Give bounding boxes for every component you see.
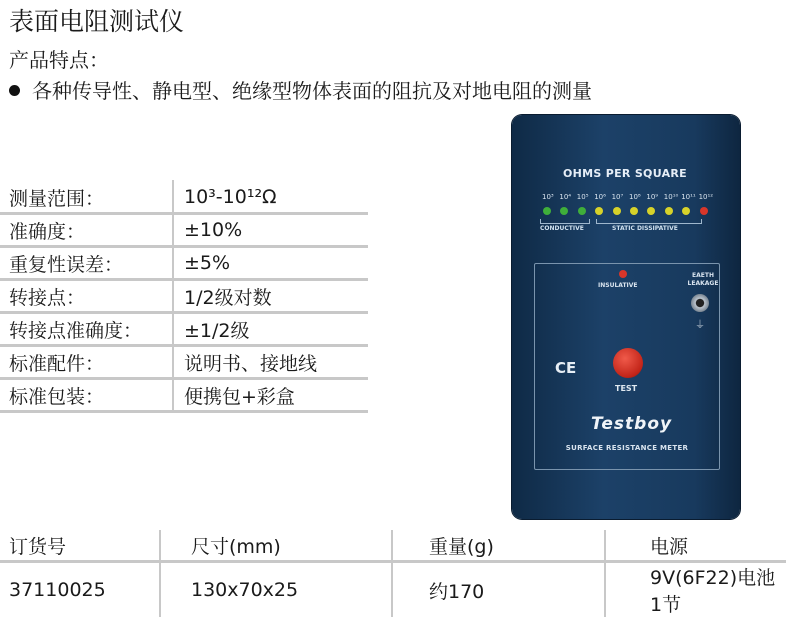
test-button xyxy=(613,348,643,378)
scale-led xyxy=(665,207,673,215)
scale-led xyxy=(682,207,690,215)
feature-item xyxy=(9,78,592,104)
spec-row xyxy=(0,280,368,313)
spec-key: 标准配件： xyxy=(0,346,173,379)
order-header-row xyxy=(0,530,786,562)
order-header: 重量(g) xyxy=(392,530,605,562)
feature-text: 各种传导性、静电型、绝缘型物体表面的阻抗及对地电阻的测量 xyxy=(32,79,592,103)
scale-led xyxy=(630,207,638,215)
spec-row xyxy=(0,180,368,214)
scale-label: 10⁴ xyxy=(559,193,571,201)
order-cell: 130x70x25 xyxy=(160,562,392,617)
spec-row xyxy=(0,379,368,412)
order-table xyxy=(0,530,786,617)
scale-label: 10¹² xyxy=(699,193,714,201)
spec-value: 10³-10¹²Ω xyxy=(173,180,368,214)
scale-label: 10⁸ xyxy=(629,193,641,201)
ground-icon: ⏚ xyxy=(695,316,705,331)
order-cell: 约170 xyxy=(392,562,605,617)
ground-jack xyxy=(691,294,709,312)
device-image xyxy=(512,115,740,519)
spec-value: ±1/2级 xyxy=(173,313,368,346)
scale-led xyxy=(700,207,708,215)
scale-led xyxy=(578,207,586,215)
scale-led xyxy=(647,207,655,215)
test-label: TEST xyxy=(615,384,637,393)
order-cell: 37110025 xyxy=(0,562,160,617)
scale-label: 10⁶ xyxy=(594,193,606,201)
conductive-bracket xyxy=(540,219,590,224)
scale-label: 10⁷ xyxy=(612,193,624,201)
scale-label: 10⁵ xyxy=(577,193,589,201)
spec-value: 说明书、接地线 xyxy=(173,346,368,379)
spec-key: 转接点： xyxy=(0,280,173,313)
spec-row xyxy=(0,247,368,280)
spec-row xyxy=(0,214,368,247)
order-header: 尺寸(mm) xyxy=(160,530,392,562)
order-cell: 9V(6F22)电池1节 xyxy=(605,562,786,617)
device-heading: OHMS PER SQUARE xyxy=(530,167,720,180)
spec-key: 重复性误差： xyxy=(0,247,173,280)
dissipative-bracket xyxy=(596,219,702,224)
spec-value: ±10% xyxy=(173,214,368,247)
order-header: 电源 xyxy=(605,530,786,562)
scale-led xyxy=(543,207,551,215)
leakage-label: EAETH LEAKAGE xyxy=(685,272,721,288)
model-label: SURFACE RESISTANCE METER xyxy=(535,444,719,452)
order-header: 订货号 xyxy=(0,530,160,562)
spec-key: 转接点准确度： xyxy=(0,313,173,346)
spec-key: 准确度： xyxy=(0,214,173,247)
features-label: 产品特点： xyxy=(9,47,109,73)
insulative-led xyxy=(619,270,627,278)
scale-label: 10¹⁰ xyxy=(664,193,679,201)
control-panel xyxy=(534,263,720,470)
scale-label: 10¹¹ xyxy=(681,193,696,201)
spec-value: 便携包+彩盒 xyxy=(173,379,368,412)
display-panel xyxy=(530,149,720,261)
group-conductive: CONDUCTIVE xyxy=(540,225,584,232)
spec-key: 测量范围： xyxy=(0,180,173,214)
bullet-icon xyxy=(9,85,20,96)
spec-row xyxy=(0,313,368,346)
spec-value: 1/2级对数 xyxy=(173,280,368,313)
scale-led xyxy=(613,207,621,215)
spec-key: 标准包装： xyxy=(0,379,173,412)
order-row xyxy=(0,562,786,617)
ce-mark: CE xyxy=(555,359,576,377)
insulative-label: INSULATIVE xyxy=(598,282,638,289)
scale-led xyxy=(595,207,603,215)
page-title: 表面电阻测试仪 xyxy=(9,6,184,38)
scale-led xyxy=(560,207,568,215)
spec-table xyxy=(0,180,368,413)
scale-label: 10³ xyxy=(542,193,554,201)
spec-row xyxy=(0,346,368,379)
scale-label: 10⁹ xyxy=(646,193,658,201)
brand-logo: Testboy xyxy=(591,414,672,434)
group-static-dissipative: STATIC DISSIPATIVE xyxy=(612,225,678,232)
spec-value: ±5% xyxy=(173,247,368,280)
